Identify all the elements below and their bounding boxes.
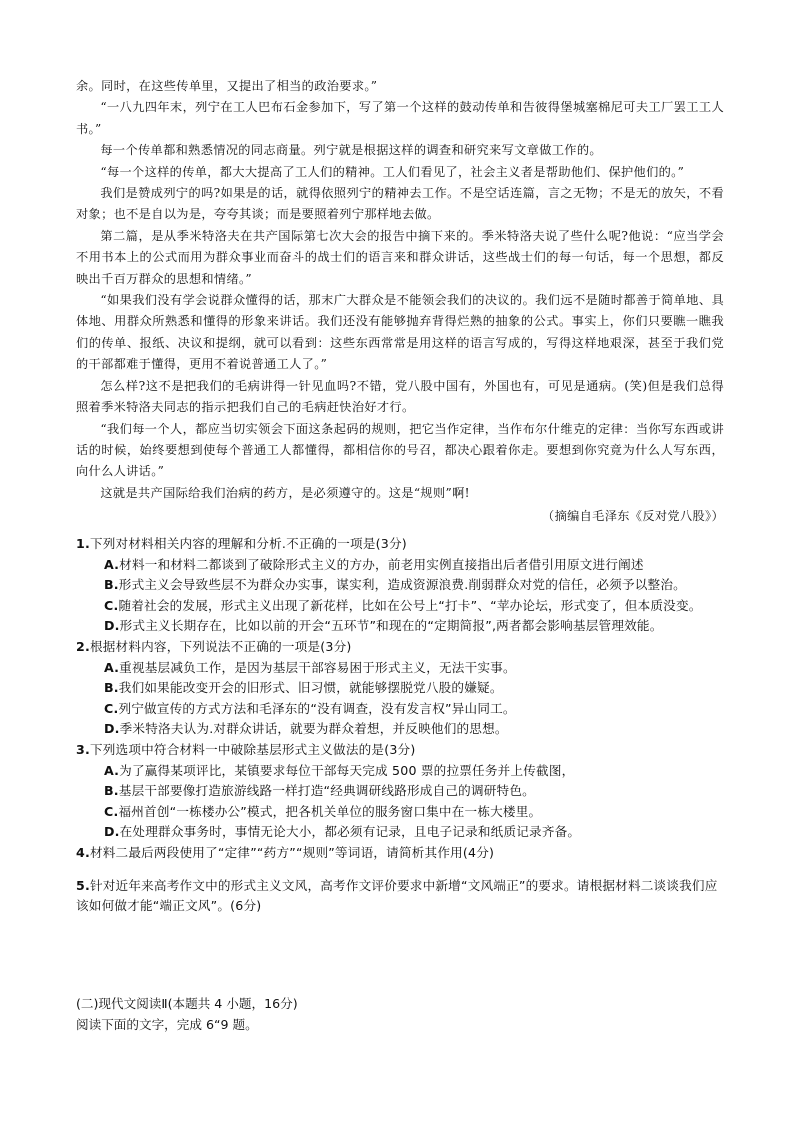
material-paragraph: 这就是共产国际给我们治病的药方，是必须遵守的。这是“规则”啊! — [100, 485, 470, 500]
question-text: 下列选项中符合材料一中破除基层形式主义做法的是(3分) — [89, 741, 416, 757]
question-option — [76, 822, 726, 843]
option-label: A. — [104, 659, 120, 675]
question-option — [76, 802, 726, 823]
material-paragraph: “如果我们没有学会说群众懂得的话，那末广大群众是不能领会我们的决议的。我们远不是随时都善于简单地、具体地、用群众所熟悉和懂得的形象来讲话。我们还没有能够抛弃背得烂熟的抽象的公式。事实上，你们只要瞧一瞧我们的传单、报纸、决议和提纲，就可以看到：这些东西常常是用这样的语言写成的，写得这样地艰深，甚至于我们党的干部都难于懂得，更用不着说普通工人了。” — [76, 293, 724, 372]
section-instruction: 阅读下面的文字，完成 6“9 题。 — [76, 1016, 258, 1032]
option-label: D. — [104, 824, 120, 840]
option-label: A. — [104, 556, 120, 572]
option-text: 重视基层减负工作，是因为基层干部容易困于形式主义，无法干实事。 — [119, 659, 516, 675]
question-option — [76, 699, 726, 720]
question-stem — [76, 843, 726, 864]
section-header — [76, 994, 726, 1035]
option-text: 随着社会的发展，形式主义出现了新花样，比如在公号上“打卡”、“苹办论坛，形式变了，但本质没变。 — [118, 597, 702, 613]
question-text: 针对近年来高考作文中的形式主义文风，高考作文评价要求中新增“文风端正”的要求。请根据材料二谈谈我们应该如何做才能“端正文风”。(6分) — [76, 877, 718, 914]
material-paragraph: “一八九四年末，列宁在工人巴布石金参加下，写了第一个这样的鼓动传单和告彼得堡城塞棉尼可夫工厂罢工工人书。” — [76, 100, 724, 136]
option-label: A. — [104, 762, 120, 778]
section-heading: (二)现代文阅读Ⅱ(本题共 4 小题，16分) — [76, 996, 298, 1011]
question-option — [76, 719, 726, 740]
reading-material — [76, 76, 724, 528]
material-paragraph: “每一个这样的传单，都大大提高了工人们的精神。工人们看见了，社会主义者是帮助他们、保护他们的。” — [100, 164, 685, 179]
option-label: B. — [104, 783, 119, 799]
question-text: 下列对材料相关内容的理解和分析.不正确的一项是(3分) — [89, 536, 407, 551]
question-stem — [76, 534, 726, 555]
question-stem — [76, 740, 726, 761]
material-paragraph: 每一个传单都和熟悉情况的同志商量。列宁就是根据这样的调查和研究来写文章做工作的。 — [100, 143, 602, 158]
option-text: 材料一和材料二都谈到了破除形式主义的方办，前老用实例直接指出后者借引用原文进行阐述 — [119, 556, 644, 572]
option-text: 福州首创“一栋楼办公”模式，把各机关单位的服务窗口集中在一栋大楼里。 — [118, 803, 542, 819]
material-paragraph: 余。同时，在这些传单里，又提出了相当的政治要求。” — [76, 79, 378, 93]
material-source: （摘编自毛泽东《反对党八股》） — [542, 509, 724, 524]
material-paragraph: 我们是赞成列宁的吗?如果是的话，就得依照列宁的精神去工作。不是空话连篇，言之无物；不是无的放矢，不看对象；也不是自以为是，夸夸其谈；而是要照着列宁那样地去做。 — [76, 186, 724, 222]
option-text: 季米特洛夫认为.对群众讲话，就要为群众着想，并反映他们的思想。 — [119, 721, 508, 737]
question-number: 4. — [76, 844, 90, 860]
option-label: C. — [104, 700, 119, 716]
material-paragraph: 第二篇，是从季米特洛夫在共产国际第七次大会的报告中摘下来的。季米特洛夫说了些什么呢?他说：“应当学会不用书本上的公式而用为群众事业而奋斗的战士们的语言来和群众讲话，这些战士们的每一句话，每一个思想，都反映出千百万群众的思想和情绪。” — [76, 228, 724, 286]
question-option — [76, 781, 726, 802]
question-option — [76, 658, 726, 679]
material-paragraph: “我们每一个人，都应当切实领会下面这条起码的规则，把它当作定律，当作布尔什维克的定律：当你写东西或讲话的时候，始终要想到使每个普通工人都懂得，都相信你的号召，都决心跟着你走。要想到你究竟为什么人写东西，向什么人讲话。” — [76, 421, 724, 479]
spacer — [76, 864, 726, 876]
question-number: 2. — [76, 638, 90, 654]
option-label: B. — [104, 577, 119, 593]
question-option — [76, 555, 726, 576]
option-label: C. — [104, 803, 119, 819]
question-number: 3. — [76, 741, 90, 757]
material-paragraph: 怎么样?这不是把我们的毛病讲得一针见血吗?不错，党八股中国有，外国也有，可见是通病。(笑)但是我们总得照着季米特洛夫同志的指示把我们自己的毛病赶快治好才行。 — [76, 378, 724, 415]
question-number: 1. — [76, 536, 90, 551]
option-label: D. — [104, 721, 120, 737]
option-text: 基层干部要像打造旅游线路一样打造“经典调研线路形成自己的调研特色。 — [118, 783, 535, 799]
option-text: 形式主义长期存在，比如以前的开会“五环节”和现在的“定期简报”,两者都会影响基层管理效能。 — [119, 618, 663, 634]
question-list — [76, 534, 726, 917]
question-option — [76, 575, 726, 596]
question-text: 根据材料内容，下列说法不正确的一项是(3分) — [89, 638, 352, 654]
option-text: 列宁做宣传的方式方法和毛泽东的“没有调查，没有发言权”异山同工。 — [118, 700, 516, 716]
question-number: 5. — [76, 877, 90, 893]
option-text: 在处理群众事务时，事情无论大小，都必须有记录，且电子记录和纸质记录齐备。 — [119, 824, 581, 840]
option-text: 我们如果能改变开会的旧形式、旧习惯，就能够摆脱党八股的嫌疑。 — [118, 680, 503, 696]
option-label: D. — [104, 618, 120, 634]
question-option — [76, 596, 726, 617]
question-text: 材料二最后两段使用了“定律”“药方”“规则”等词语，请简析其作用(4分) — [89, 844, 495, 860]
option-label: B. — [104, 680, 119, 696]
question-stem — [76, 876, 726, 917]
question-stem — [76, 637, 726, 658]
question-option — [76, 616, 726, 637]
option-label: C. — [104, 597, 119, 613]
option-text: 为了赢得某项评比，某镇要求每位干部每天完成 500 票的拉票任务并上传截图， — [119, 762, 575, 778]
question-option — [76, 678, 726, 699]
option-text: 形式主义会导致些层不为群众办实事，谋实利，造成资源浪费.削弱群众对党的信任，必须予以整治。 — [118, 577, 686, 593]
question-option — [76, 761, 726, 782]
